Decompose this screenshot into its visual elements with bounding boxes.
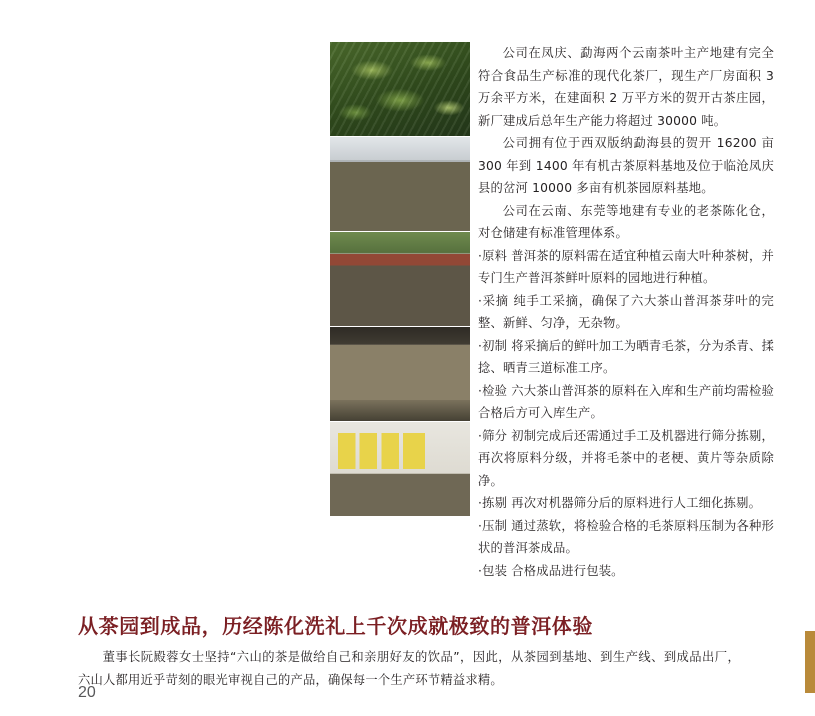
photo-tea-garden-leaves xyxy=(330,42,470,136)
process-step-pressing: ·压制 通过蒸软，将检验合格的毛茶原料压制为各种形状的普洱茶成品。 xyxy=(478,518,774,555)
process-step-raw-material: ·原料 普洱茶的原料需在适宜种植云南大叶种茶树，并专门生产普洱茶鲜叶原料的园地进行种植。 xyxy=(478,248,774,285)
page-number: 20 xyxy=(78,684,96,701)
section-heading: 从茶园到成品，历经陈化洗礼上千次成就极致的普洱体验 xyxy=(78,613,593,638)
page-edge-tab xyxy=(805,631,815,693)
paragraph-raw-material-bases: 公司拥有位于西双版纳勐海县的贺开 16200 亩 300 年到 1400 年有机古茶原料基地及位于临沧凤庆县的岔河 10000 多亩有机茶园原料基地。 xyxy=(478,136,774,195)
photo-production-workshop xyxy=(330,327,470,421)
process-step-primary-processing: ·初制 将采摘后的鲜叶加工为晒青毛茶，分为杀青、揉捻、晒青三道标准工序。 xyxy=(478,338,774,375)
photo-inspection-room xyxy=(330,422,470,516)
process-step-inspection: ·检验 六大茶山普洱茶的原料在入库和生产前均需检验合格后方可入库生产。 xyxy=(478,383,774,420)
process-step-hand-sorting: ·拣剔 再次对机器筛分后的原料进行人工细化拣剔。 xyxy=(478,496,762,510)
paragraph-chairwoman-quote: 董事长阮殿蓉女士坚持“六山的茶是做给自己和亲朋好友的饮品”，因此，从茶园到基地、到生产线、到成品出厂，六山人都用近乎苛刻的眼光审视自己的产品，确保每一个生产环节精益求精。 xyxy=(78,650,740,687)
process-step-packaging: ·包装 合格成品进行包装。 xyxy=(478,563,624,578)
paragraph-aging-warehouse: 公司在云南、东莞等地建有专业的老茶陈化仓，对仓储建有标准管理体系。 xyxy=(478,203,774,240)
process-step-screening: ·筛分 初制完成后还需通过手工及机器进行筛分拣剔，再次将原料分级，并将毛茶中的老梗、黄片等杂质除净。 xyxy=(478,428,774,488)
text-column xyxy=(478,42,774,582)
photo-column xyxy=(330,42,470,517)
photo-warehouse-exterior xyxy=(330,232,470,326)
process-step-picking: ·采摘 纯手工采摘，确保了六大茶山普洱茶芽叶的完整、新鲜、匀净，无杂物。 xyxy=(478,293,774,330)
paragraph-company-factories: 公司在凤庆、勐海两个云南茶叶主产地建有完全符合食品生产标准的现代化茶厂，现生产厂房面积 3 万余平方米，在建面积 2 万平方米的贺开古茶庄园，新厂建成后总年生产能力将超过 30000 吨。 xyxy=(478,46,774,128)
photo-factory-packing-line xyxy=(330,137,470,231)
